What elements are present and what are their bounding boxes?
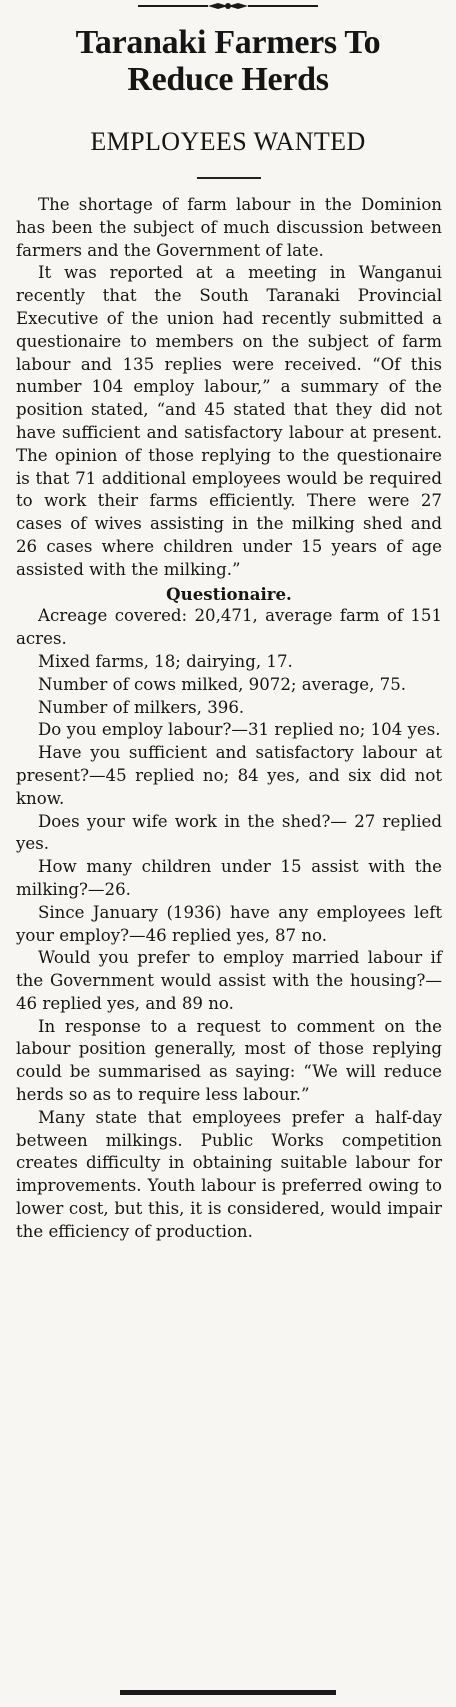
questionaire-item: Since January (1936) have any employees left your employ?—46 replied yes, 87 no. xyxy=(16,902,442,945)
paragraph: Many state that employees prefer a half-day between milkings. Public Works competition creates difficulty in obtaining suitable labour for improvements. Youth labour is preferred owing to lower cost, but this, it is considered, would impair the efficiency of production. xyxy=(16,1107,442,1241)
section-heading: Questionaire. xyxy=(166,583,292,604)
bottom-divider xyxy=(120,1690,336,1695)
article-body xyxy=(16,194,442,1244)
paragraph: In response to a request to comment on the labour position generally, most of those replying could be summarised as saying: “We will reduce herds so as to require less labour.” xyxy=(16,1016,442,1105)
questionaire-item: Have you sufficient and satisfactory labour at present?—45 replied no; 84 yes, and six did not know. xyxy=(16,743,442,808)
questionaire-item: Acreage covered: 20,471, average farm of 151 acres. xyxy=(16,606,442,649)
article-subheadline: EMPLOYEES WANTED xyxy=(90,127,366,156)
paragraph: It was reported at a meeting in Wanganui recently that the South Taranaki Provincial Executive of the union had recently submitted a questionaire to members on the subject of farm labour and 135 replies were received. “Of this number 104 employ labour,” a summary of the position stated, “and 45 stated that they did not have sufficient and satisfactory labour at present. The opinion of those replying to the questionaire is that 71 additional employees would be required to work their farms efficiently. There were 27 cases of wives assisting in the milking shed and 26 cases where children under 15 years of age assisted with the milking.” xyxy=(16,263,442,579)
questionaire-item: Number of milkers, 396. xyxy=(38,697,245,717)
article-headline: Taranaki Farmers To Reduce Herds xyxy=(75,24,381,98)
questionaire-item: Does your wife work in the shed?— 27 replied yes. xyxy=(16,811,442,854)
questionaire-item: Mixed farms, 18; dairying, 17. xyxy=(38,651,293,671)
ornament-rule-icon xyxy=(138,0,318,12)
questionaire-item: Do you employ labour?—31 replied no; 104 yes. xyxy=(38,720,441,740)
divider xyxy=(197,177,261,179)
paragraph: The shortage of farm labour in the Dominion has been the subject of much discussion between farmers and the Government of late. xyxy=(16,195,442,260)
questionaire-item: Number of cows milked, 9072; average, 75. xyxy=(38,674,407,694)
questionaire-item: Would you prefer to employ married labour if the Government would assist with the housing?—46 replied yes, and 89 no. xyxy=(16,948,442,1013)
questionaire-item: How many children under 15 assist with the milking?—26. xyxy=(16,857,442,899)
